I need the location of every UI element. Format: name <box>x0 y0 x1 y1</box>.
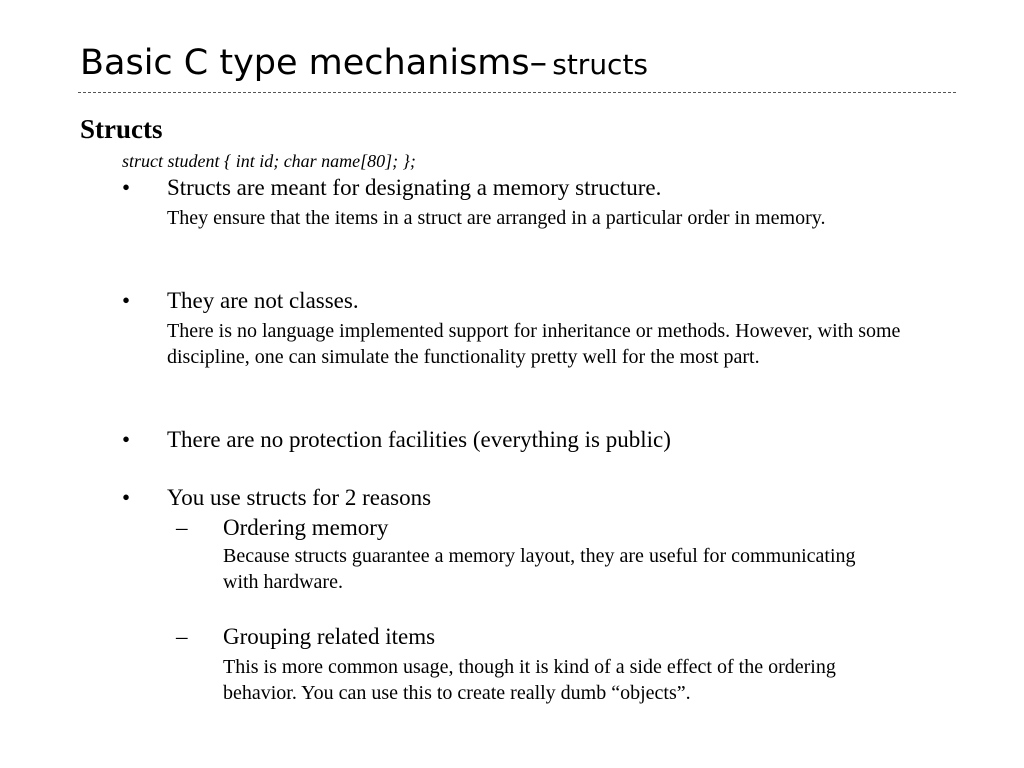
sub-bullet-marker: – <box>176 515 188 540</box>
slide-title-main: Basic C type mechanisms– <box>80 43 548 83</box>
sub-bullet-text: Ordering memory <box>223 515 389 540</box>
sub-bullet-text: Grouping related items <box>223 624 436 649</box>
bullet-detail: There is no language implemented support for inheritance or methods. However, with some discipline, one can simulate the functionality pretty well for the most part. <box>167 320 901 368</box>
sub-bullet-detail: This is more common usage, though it is kind of a side effect of the ordering behavior. You can use this to create really dumb “objects”. <box>223 656 836 704</box>
bullet-detail: They ensure that the items in a struct are arranged in a particular order in memory. <box>167 207 826 229</box>
bullet-marker: • <box>122 175 131 200</box>
title-divider <box>78 92 956 93</box>
section-heading: Structs <box>80 114 163 144</box>
bullet-marker: • <box>122 427 131 452</box>
slide-title-sub: structs <box>552 48 649 81</box>
code-example: struct student { int id; char name[80]; }; <box>122 151 416 171</box>
bullet-marker: • <box>122 485 131 510</box>
bullet-marker: • <box>122 288 131 313</box>
bullet-text: They are not classes. <box>167 288 359 313</box>
bullet-text: Structs are meant for designating a memory structure. <box>167 175 662 200</box>
sub-bullet-marker: – <box>176 624 188 649</box>
bullet-text: There are no protection facilities (everything is public) <box>167 427 671 452</box>
bullet-text: You use structs for 2 reasons <box>167 485 432 510</box>
sub-bullet-detail: Because structs guarantee a memory layout, they are useful for communicating with hardware. <box>223 545 856 593</box>
slide-title <box>80 43 649 83</box>
